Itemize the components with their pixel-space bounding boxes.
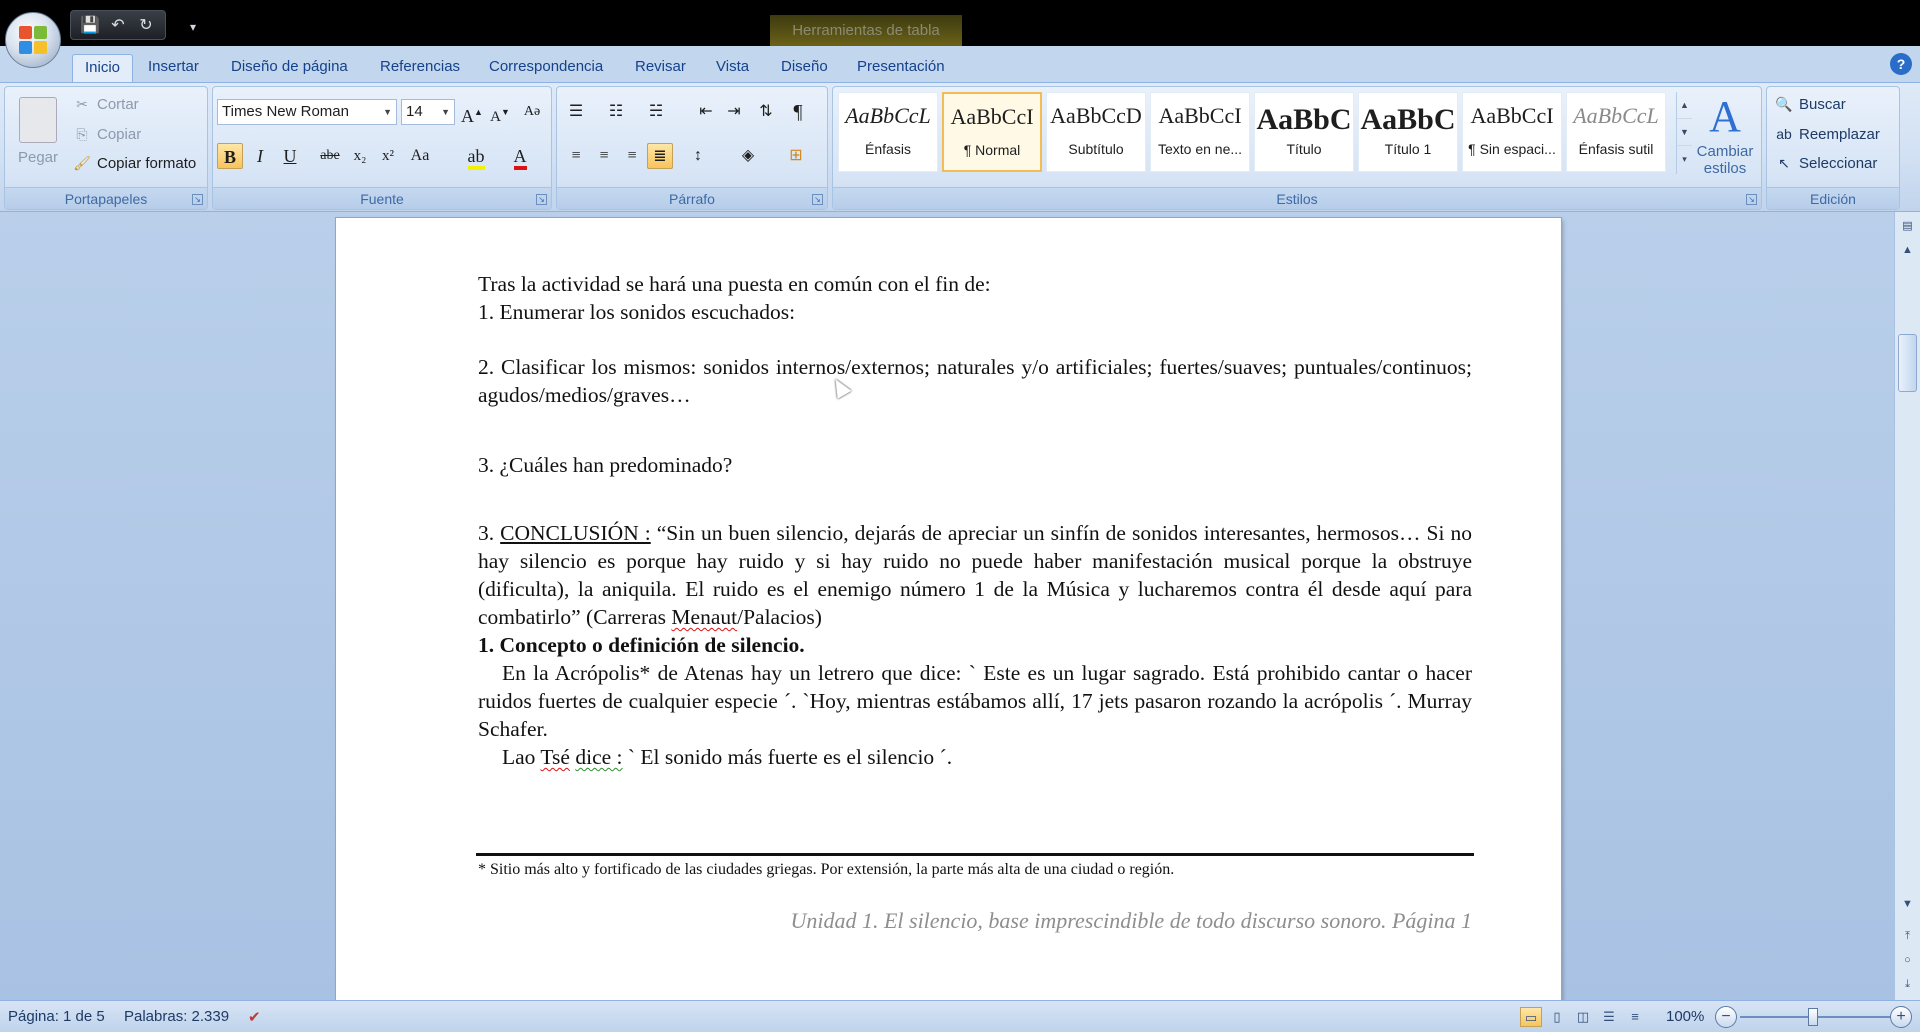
lao-name: Tsé	[540, 745, 570, 769]
styles-gallery	[838, 92, 1678, 174]
scroll-down-icon[interactable]: ▼	[1902, 898, 1913, 910]
align-left-icon[interactable]: ≡	[571, 147, 581, 164]
proofing-icon[interactable]: ✔	[248, 1009, 261, 1026]
style-titulo[interactable]	[1254, 92, 1354, 172]
draft-view-icon[interactable]: ≡	[1631, 1009, 1639, 1024]
conclusion-author: Menaut	[671, 605, 738, 629]
context-tab-table-tools: Herramientas de tabla	[770, 15, 962, 46]
bold-icon[interactable]: B	[217, 143, 243, 169]
format-painter-label: Copiar formato	[97, 154, 197, 172]
style-sample: AaBbCcI	[950, 104, 1034, 129]
page-count[interactable]: Página: 1 de 5	[8, 1008, 105, 1025]
status-bar	[0, 1000, 1920, 1032]
style-titulo-1[interactable]	[1358, 92, 1458, 172]
chevron-up-icon[interactable]: ▲	[1677, 92, 1692, 119]
footnote: * Sitio más alto y fortificado de las ciudades griegas. Por extensión, la parte más alta de una ciudad o región.	[478, 861, 1175, 878]
clipboard-icon	[19, 97, 57, 143]
style-name: Título 1	[1384, 141, 1432, 157]
tab-diseno-pagina[interactable]: Diseño de página	[231, 58, 348, 75]
style-name: Subtítulo	[1068, 141, 1124, 157]
office-button[interactable]	[5, 12, 61, 68]
clipboard-launcher-icon[interactable]: ↘	[192, 194, 203, 205]
line-spacing-icon[interactable]: ↕	[694, 147, 702, 164]
tab-presentacion[interactable]: Presentación	[857, 58, 945, 75]
shrink-font-icon[interactable]: A▼	[490, 107, 510, 125]
find-label: Buscar	[1799, 95, 1846, 113]
change-case-icon[interactable]: Aa	[410, 147, 430, 164]
ribbon-tabs	[0, 46, 1920, 82]
style-sample: AaBbC	[1256, 103, 1352, 135]
underline-icon[interactable]: U	[283, 146, 297, 166]
font-name-value: Times New Roman	[222, 103, 349, 120]
sort-icon[interactable]: ⇅	[759, 103, 773, 120]
bullets-icon[interactable]: ☰	[568, 103, 584, 120]
lao-text: Lao	[502, 745, 541, 769]
cut-button[interactable]	[73, 95, 139, 113]
paste-label: Pegar	[17, 149, 59, 166]
group-label-clipboard: Portapapeles	[5, 187, 207, 209]
font-color-icon[interactable]: A	[507, 143, 533, 169]
paragraph-launcher-icon[interactable]: ↘	[812, 194, 823, 205]
highlight-icon[interactable]: ab	[463, 143, 489, 169]
zoom-slider[interactable]	[1740, 1016, 1896, 1018]
paragraph-lao-tse	[478, 743, 1472, 771]
replace-button[interactable]	[1775, 125, 1880, 143]
copy-button[interactable]	[73, 125, 141, 143]
scroll-up-icon[interactable]: ▲	[1902, 244, 1913, 256]
title-bar	[0, 0, 1920, 46]
style-texto-negrita[interactable]	[1150, 92, 1250, 172]
style-normal[interactable]	[942, 92, 1042, 172]
change-styles-icon: A	[1709, 92, 1741, 141]
style-sample: AaBbCcI	[1470, 103, 1554, 128]
style-name: Texto en ne...	[1157, 141, 1243, 157]
borders-icon[interactable]: ⊞	[789, 147, 803, 164]
grow-font-icon[interactable]: A▲	[461, 106, 483, 126]
style-enfasis[interactable]	[838, 92, 938, 172]
paragraph-item-3: 3. ¿Cuáles han predominado?	[478, 453, 733, 477]
group-label-editing: Edición	[1767, 187, 1899, 209]
pilcrow-icon[interactable]: ¶	[793, 101, 803, 123]
style-sin-espaciado[interactable]	[1462, 92, 1562, 172]
numbering-icon[interactable]: ☷	[608, 103, 624, 120]
style-name: Título	[1286, 141, 1322, 157]
align-center-icon[interactable]: ≡	[599, 147, 609, 164]
quick-access-toolbar	[70, 10, 166, 40]
paragraph-conclusion	[478, 519, 1472, 631]
web-layout-icon[interactable]: ◫	[1576, 1009, 1590, 1024]
style-name: ¶ Sin espaci...	[1468, 141, 1556, 157]
font-size-value: 14	[406, 103, 423, 120]
document-page[interactable]	[336, 218, 1561, 1000]
group-paragraph	[556, 86, 828, 210]
pointer-icon: ↖	[1778, 155, 1790, 171]
footnote-separator	[476, 853, 1474, 856]
paragraph-acropolis: En la Acrópolis* de Atenas hay un letrero que dice: ` Este es un lugar sagrado. Está prohibido cantar o hacer ruidos fuertes de cualquier especie ´. `Hoy, mientras estábamos allí, 17 jets pasaron rozando la acrópolis ´. Murray Schafer.	[478, 661, 1472, 741]
paste-button[interactable]	[13, 93, 63, 183]
conclusion-text: “Sin un buen silencio, dejarás de apreciar un sinfín de sonidos interesantes, hermosos… Si no hay silencio es porque hay ruido y si hay ruido no puede haber manifestación musical porque la obstruye (dificulta), la aniquila. El ruido es el enemigo número 1 de la Música y lucharemos contra él desde aquí para combatirlo” (Carreras	[478, 521, 1472, 629]
previous-page-icon[interactable]: ⤒	[1905, 930, 1910, 942]
style-enfasis-sutil[interactable]	[1566, 92, 1666, 172]
align-right-icon[interactable]: ≡	[627, 147, 637, 164]
group-label-font: Fuente	[213, 187, 551, 209]
group-label-paragraph: Párrafo	[557, 187, 827, 209]
paragraph-item-2: 2. Clasificar los mismos: sonidos internos/externos; naturales y/o artificiales; fuertes/suaves; puntuales/continuos; agudos/medios/graves…	[478, 355, 1472, 407]
group-label-styles: Estilos	[833, 187, 1761, 209]
paragraph-item-1: 1. Enumerar los sonidos escuchados:	[478, 300, 796, 324]
tab-correspondencia[interactable]: Correspondencia	[489, 58, 604, 75]
paragraph-intro: Tras la actividad se hará una puesta en común con el fin de:	[478, 272, 991, 296]
customize-qat-icon[interactable]: ▾	[190, 20, 197, 34]
shading-icon[interactable]: ◈	[741, 147, 755, 164]
vertical-scrollbar[interactable]	[1894, 212, 1920, 1000]
superscript-icon[interactable]: x²	[382, 148, 394, 164]
replace-label: Reemplazar	[1799, 125, 1880, 143]
help-icon[interactable]: ?	[1890, 53, 1912, 75]
format-painter-button[interactable]	[73, 154, 196, 172]
lao-quote: ` El sonido más fuerte es el silencio ´.	[622, 745, 953, 769]
cut-label: Cortar	[97, 95, 139, 113]
style-sample: AaBbCcL	[1573, 103, 1659, 128]
tab-referencias[interactable]: Referencias	[380, 58, 461, 75]
font-name-combo[interactable]	[217, 99, 397, 125]
chevron-down-icon[interactable]: ▼	[1677, 119, 1692, 146]
change-styles-button[interactable]	[1695, 91, 1755, 177]
zoom-in-icon[interactable]: +	[1890, 1006, 1912, 1028]
style-sample: AaBbC	[1360, 103, 1456, 135]
next-page-icon[interactable]: ⤓	[1905, 978, 1910, 990]
ruler-toggle-icon[interactable]: ▤	[1902, 220, 1913, 232]
tab-inicio[interactable]: Inicio	[72, 54, 133, 82]
replace-icon: ab	[1776, 126, 1792, 142]
find-button[interactable]	[1775, 95, 1846, 113]
italic-icon[interactable]: I	[257, 146, 263, 166]
copy-label: Copiar	[97, 125, 142, 143]
chevron-down-icon: ▼	[441, 107, 450, 117]
font-size-combo[interactable]	[401, 99, 455, 125]
decrease-indent-icon[interactable]: ⇤	[699, 103, 713, 120]
outline-view-icon[interactable]: ☰	[1603, 1009, 1615, 1024]
conclusion-label: CONCLUSIÓN :	[500, 521, 651, 545]
zoom-out-icon[interactable]: −	[1715, 1006, 1737, 1028]
document-area	[0, 212, 1894, 1000]
style-name: ¶ Normal	[963, 142, 1021, 158]
zoom-slider-thumb[interactable]	[1808, 1008, 1818, 1026]
brush-icon: 🖌	[73, 155, 91, 171]
group-editing	[1766, 86, 1900, 210]
style-subtitulo[interactable]	[1046, 92, 1146, 172]
change-styles-label-2: estilos	[1703, 160, 1747, 177]
subscript-icon[interactable]: x₂	[353, 148, 367, 164]
heading-concept: 1. Concepto o definición de silencio.	[478, 633, 805, 657]
group-font	[212, 86, 552, 210]
font-launcher-icon[interactable]: ↘	[536, 194, 547, 205]
lao-dice: dice :	[575, 745, 623, 769]
clear-format-icon[interactable]: Aə	[523, 104, 541, 119]
conclusion-text-end: /Palacios)	[737, 605, 822, 629]
copy-icon: ⎘	[76, 126, 88, 142]
style-name: Énfasis sutil	[1578, 141, 1654, 157]
style-sample: AaBbCcL	[845, 103, 931, 128]
binoculars-icon: 🔍	[1775, 96, 1793, 112]
save-icon[interactable]: 💾	[80, 17, 100, 34]
styles-gallery-scroll	[1676, 92, 1692, 174]
zoom-level[interactable]: 100%	[1666, 1008, 1705, 1025]
gallery-more-icon[interactable]: ▾	[1682, 154, 1687, 164]
tab-vista[interactable]: Vista	[716, 58, 750, 75]
increase-indent-icon[interactable]: ⇥	[727, 103, 741, 120]
multilevel-list-icon[interactable]: ☵	[648, 103, 664, 120]
redo-icon[interactable]: ↻	[139, 17, 153, 34]
select-label: Seleccionar	[1799, 154, 1878, 172]
style-sample: AaBbCcD	[1050, 103, 1142, 128]
chevron-down-icon: ▼	[383, 107, 392, 117]
justify-icon[interactable]: ≣	[647, 143, 673, 169]
scrollbar-thumb[interactable]	[1898, 334, 1917, 392]
print-layout-icon[interactable]: ▭	[1520, 1007, 1542, 1027]
group-clipboard	[4, 86, 208, 210]
scissors-icon: ✂	[76, 96, 88, 112]
tab-insertar[interactable]: Insertar	[148, 58, 199, 75]
conclusion-number: 3.	[478, 521, 501, 545]
change-styles-label-1: Cambiar	[1696, 143, 1754, 160]
style-name: Énfasis	[865, 141, 911, 157]
strikethrough-icon[interactable]: abe	[320, 148, 340, 163]
style-sample: AaBbCcI	[1158, 103, 1242, 128]
full-screen-reading-icon[interactable]: ▯	[1553, 1009, 1561, 1024]
word-count[interactable]: Palabras: 2.339	[124, 1008, 230, 1025]
select-browse-object-icon[interactable]: ○	[1904, 954, 1911, 966]
office-logo-icon	[19, 26, 47, 54]
page-footer: Unidad 1. El silencio, base imprescindible de todo discurso sonoro. Página 1	[790, 908, 1472, 933]
undo-icon[interactable]: ↶	[111, 17, 125, 34]
select-button[interactable]	[1775, 154, 1877, 172]
styles-launcher-icon[interactable]: ↘	[1746, 194, 1757, 205]
tab-revisar[interactable]: Revisar	[635, 58, 686, 75]
tab-diseno[interactable]: Diseño	[781, 58, 828, 75]
